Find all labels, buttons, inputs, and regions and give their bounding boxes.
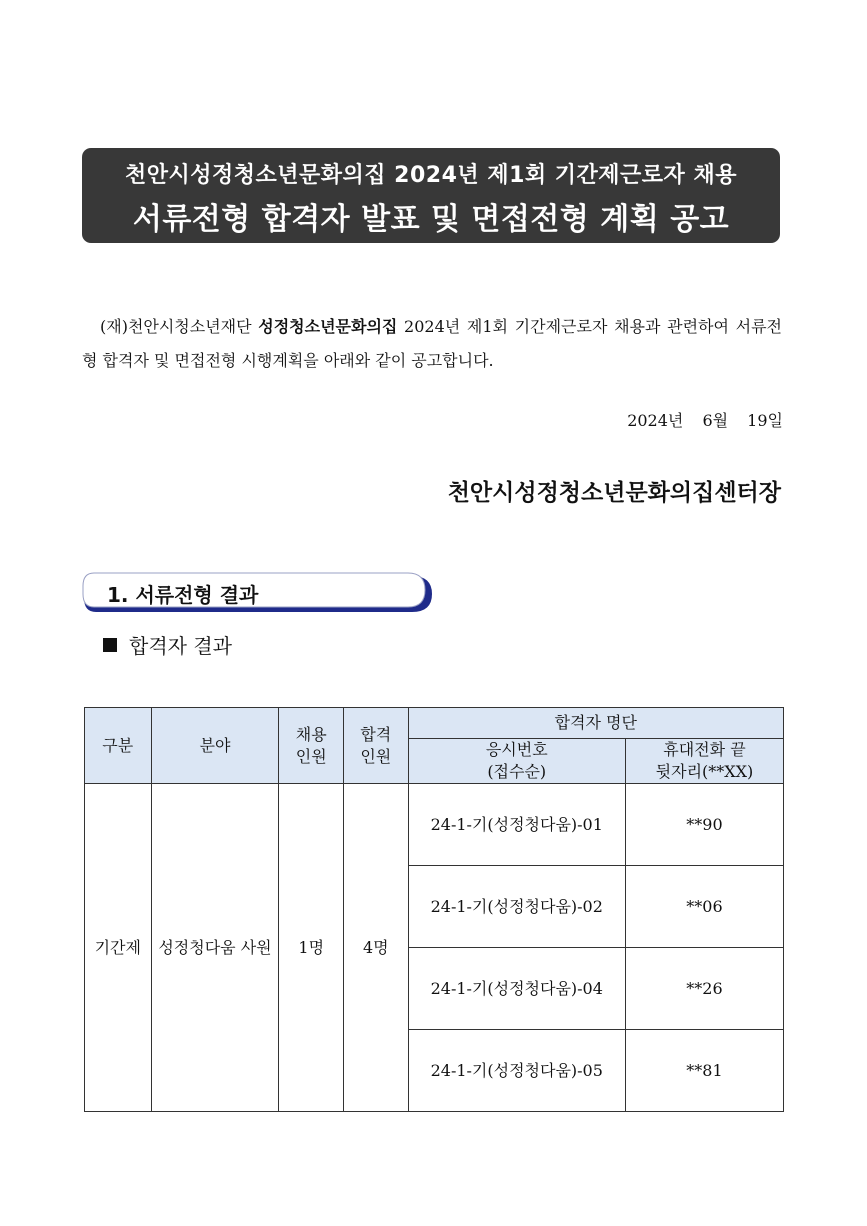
intro-paragraph	[82, 310, 782, 378]
cell-exam-no: 24-1-기(성정청다움)-04	[408, 948, 625, 1030]
cell-exam-no: 24-1-기(성정청다움)-05	[408, 1030, 625, 1112]
intro-suffix: 2024년 제1회 기간제근로자 채용과 관련하여 서류전형 합격자 및 면접전형 시행계획을 아래와 같이 공고합니다.	[82, 317, 782, 370]
header-hire-count: 채용 인원	[279, 708, 344, 784]
cell-phone: **06	[625, 866, 783, 948]
header-phone-tail: 휴대전화 끝 뒷자리(**XX)	[625, 739, 783, 784]
results-table	[84, 707, 784, 1112]
square-bullet-icon	[103, 638, 117, 652]
cell-exam-no: 24-1-기(성정청다움)-02	[408, 866, 625, 948]
subheading	[103, 630, 232, 659]
header-category: 구분	[85, 708, 152, 784]
cell-field: 성정청다움 사원	[151, 784, 279, 1112]
announcement-date: 2024년 6월 19일	[627, 411, 783, 430]
cell-exam-no: 24-1-기(성정청다움)-01	[408, 784, 625, 866]
header-pass-count: 합격 인원	[344, 708, 409, 784]
title-line-2: 서류전형 합격자 발표 및 면접전형 계획 공고	[132, 202, 730, 237]
cell-phone: **26	[625, 948, 783, 1030]
cell-phone: **90	[625, 784, 783, 866]
cell-phone: **81	[625, 1030, 783, 1112]
intro-prefix: (재)천안시청소년재단	[100, 317, 259, 336]
signer-name: 천안시성정청소년문화의집센터장	[447, 480, 781, 506]
section-title: 1. 서류전형 결과	[107, 583, 259, 607]
header-pass-list: 합격자 명단	[408, 708, 783, 739]
header-field: 분야	[151, 708, 279, 784]
section-header	[82, 572, 432, 612]
cell-hire-count: 1명	[279, 784, 344, 1112]
title-banner	[82, 148, 780, 243]
title-line-1: 천안시성정청소년문화의집 2024년 제1회 기간제근로자 채용	[125, 163, 737, 188]
subheading-text: 합격자 결과	[129, 634, 232, 658]
header-exam-no: 응시번호 (접수순)	[408, 739, 625, 784]
cell-pass-count: 4명	[344, 784, 409, 1112]
intro-org-name: 성정청소년문화의집	[258, 317, 398, 336]
cell-category: 기간제	[85, 784, 152, 1112]
table-row	[85, 784, 784, 866]
